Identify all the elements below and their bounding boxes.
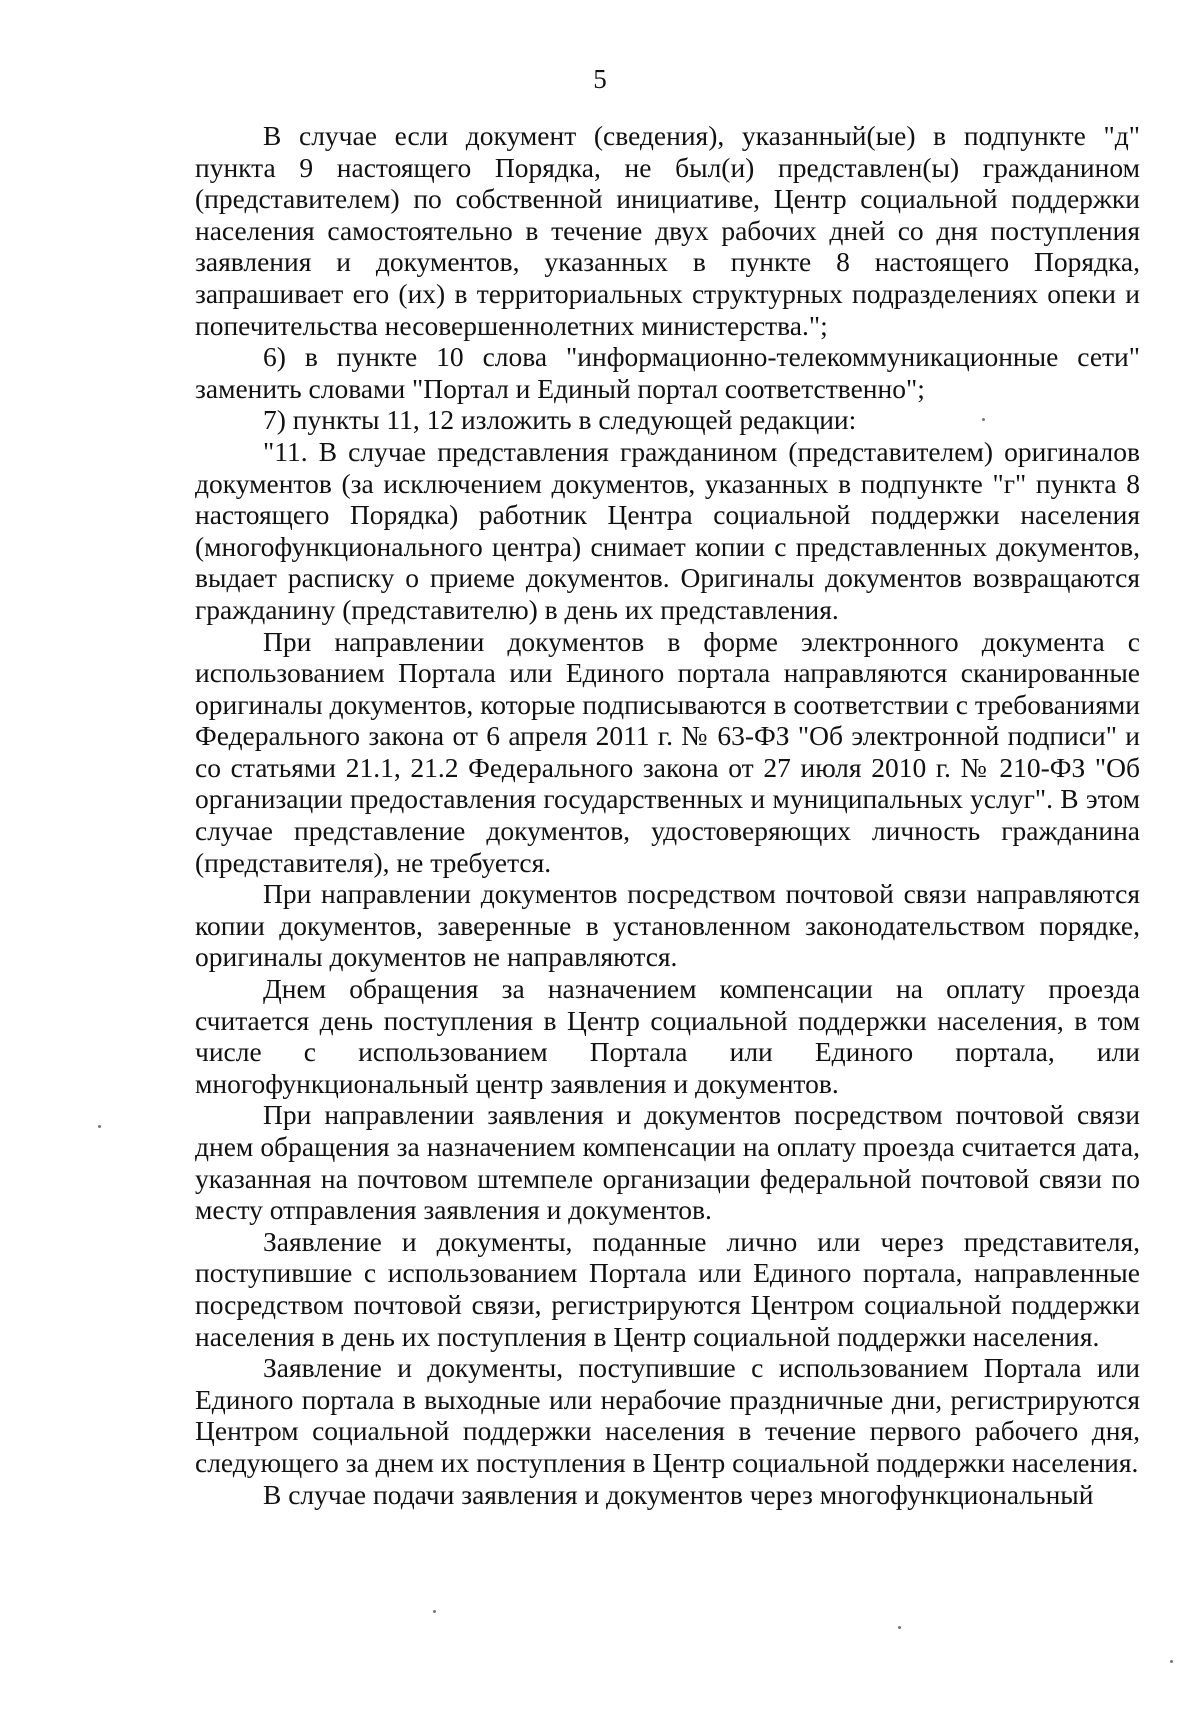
- paragraph-7: Днем обращения за назначением компенсации на оплату проезда считается день поступления в Центр социальной поддержки населения, в том числе с использованием Портала или Единого портала, или многофункциональный центр заявления и документов.: [195, 973, 1140, 1099]
- scan-speck: [433, 1610, 436, 1613]
- paragraph-9: Заявление и документы, поданные лично или через представителя, поступившие с использованием Портала или Единого портала, направленные посредством почтовой связи, регистрируются Центром социальной поддержки населения в день их поступления в Центр социальной поддержки населения.: [195, 1225, 1140, 1352]
- paragraph-4: "11. В случае представления гражданином (представителем) оригиналов документов (за исключением документов, указанных в подпункте "г" пункта 8 настоящего Порядка) работник Центра социальной поддержки населения (многофункционального центра) снимает копии с представленных документов, выдает расписку о приеме документов. Оригиналы документов возвращаются гражданину (представителю) в день их представления.: [195, 435, 1140, 625]
- scan-speck: [982, 418, 985, 421]
- scan-speck: [898, 1626, 901, 1629]
- paragraph-8: При направлении заявления и документов посредством почтовой связи днем обращения за назначением компенсации на оплату проезда считается дата, указанная на почтовом штемпеле организации федеральной почтовой связи по месту отправления заявления и документов.: [195, 1099, 1140, 1226]
- scan-speck: [98, 1125, 101, 1128]
- paragraph-2: 6) в пункте 10 слова "информационно-телекоммуникационные сети" заменить словами "Портал и Единый портал соответственно";: [195, 341, 1140, 404]
- paragraph-6: При направлении документов посредством почтовой связи направляются копии документов, заверенные в установленном законодательством порядке, оригиналы документов не направляются.: [195, 878, 1140, 973]
- paragraph-3: 7) пункты 11, 12 изложить в следующей редакции:: [263, 404, 857, 436]
- paragraph-10: Заявление и документы, поступившие с использованием Портала или Единого портала в выходные или нерабочие праздничные дни, регистрируются Центром социальной поддержки населения в течение первого рабочего дня, следующего за днем их поступления в Центр социальной поддержки населения.: [195, 1352, 1140, 1478]
- page-number: 5: [593, 64, 607, 94]
- paragraph-11: В случае подачи заявления и документов через многофункциональный: [263, 1478, 1094, 1510]
- paragraph-1: В случае если документ (сведения), указанный(ые) в подпункте "д" пункта 9 настоящего Порядка, не был(и) представлен(ы) гражданином (представителем) по собственной инициативе, Центр социальной поддержки населения самостоятельно в течение двух рабочих дней со дня поступления заявления и документов, указанных в пункте 8 настоящего Порядка, запрашивает его (их) в территориальных структурных подразделениях опеки и попечительства несовершеннолетних министерства.";: [195, 120, 1140, 341]
- scan-speck: [1170, 1660, 1173, 1663]
- document-body: [195, 120, 1140, 1510]
- paragraph-5: При направлении документов в форме электронного документа с использованием Портала или Единого портала направляются сканированные оригиналы документов, которые подписываются в соответствии с требованиями Федерального закона от 6 апреля 2011 г. № 63-ФЗ "Об электронной подписи" и со статьями 21.1, 21.2 Федерального закона от 27 июля 2010 г. № 210-ФЗ "Об организации предоставления государственных и муниципальных услуг". В этом случае представление документов, удостоверяющих личность гражданина (представителя), не требуется.: [195, 625, 1140, 878]
